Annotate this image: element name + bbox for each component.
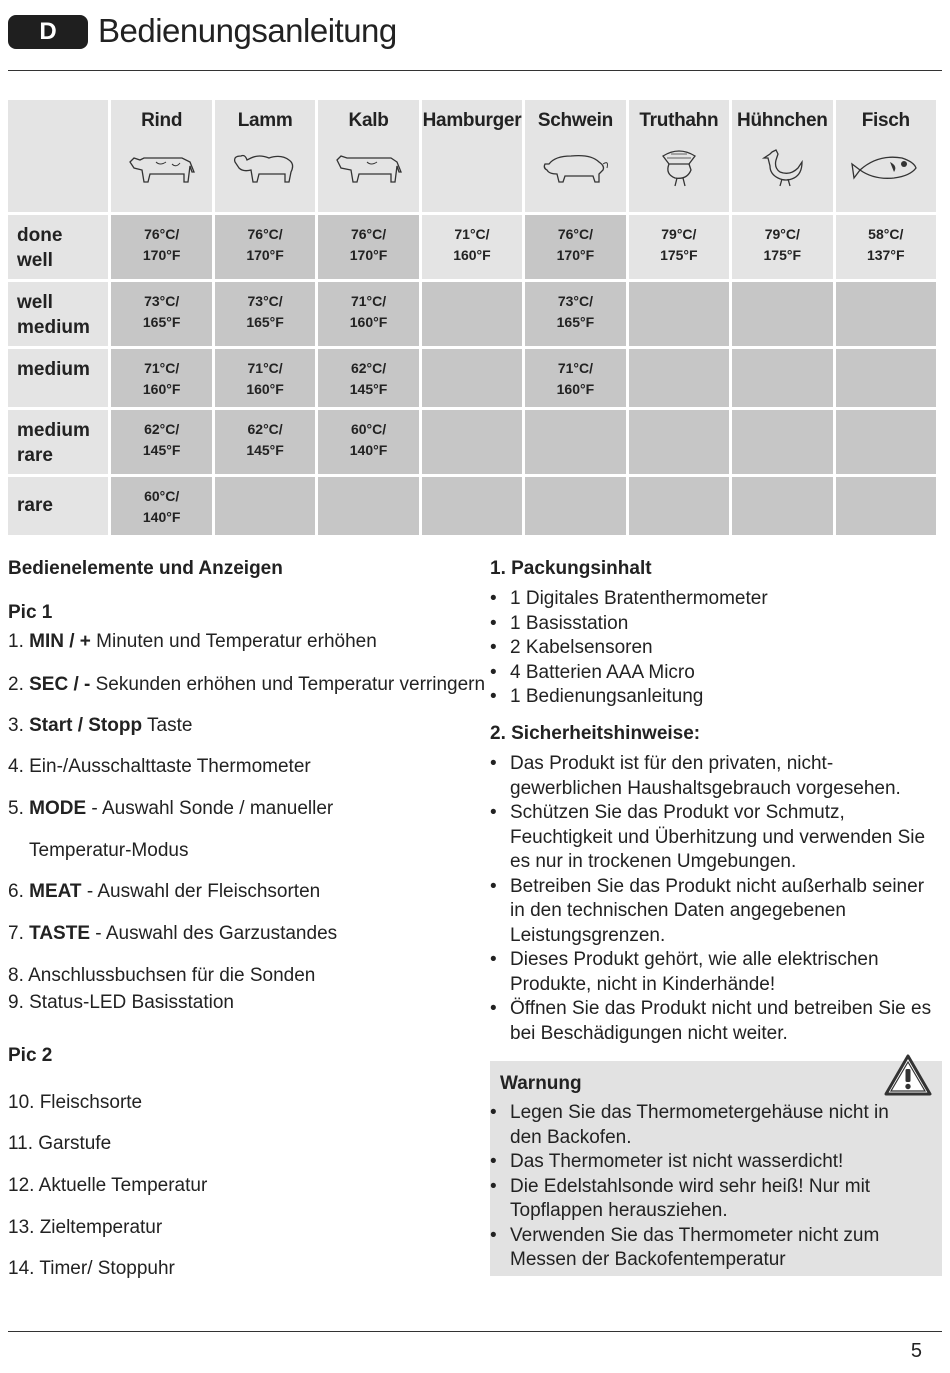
list-item: 2. SEC / - Sekunden erhöhen und Temperatur verringern bbox=[8, 674, 486, 695]
list-item: • Legen Sie das Thermometergehäuse nicht in den Backofen. bbox=[490, 1101, 920, 1150]
row-label: well medium bbox=[8, 282, 108, 346]
package-heading: 1. Packungsinhalt bbox=[490, 558, 652, 579]
list-item: • Betreiben Sie das Produkt nicht außerhalb seiner in den technischen Daten angegebenen Leistungsgrenzen. bbox=[490, 875, 940, 949]
row-label: medium rare bbox=[8, 410, 108, 474]
table-row bbox=[8, 349, 936, 407]
list-item: • Dieses Produkt gehört, wie alle elektrischen Produkte, nicht in Kinderhände! bbox=[490, 948, 940, 997]
row-label: medium bbox=[8, 349, 108, 407]
column-header: Lamm bbox=[215, 100, 315, 212]
table-cell bbox=[732, 349, 832, 407]
list-item: 3. Start / Stopp Taste bbox=[8, 715, 193, 736]
table-cell: 79°C/ 175°F bbox=[732, 215, 832, 279]
table-cell: 71°C/ 160°F bbox=[525, 349, 625, 407]
package-list bbox=[490, 587, 768, 710]
table-cell: 73°C/ 165°F bbox=[111, 282, 211, 346]
table-cell bbox=[629, 282, 729, 346]
footer-divider bbox=[8, 1331, 942, 1332]
table-cell: 60°C/ 140°F bbox=[111, 477, 211, 535]
table-cell: 76°C/ 170°F bbox=[215, 215, 315, 279]
list-item: • 2 Kabelsensoren bbox=[490, 636, 768, 661]
table-cell bbox=[215, 477, 315, 535]
table-row bbox=[8, 282, 936, 346]
safety-list bbox=[490, 752, 940, 1046]
table-corner bbox=[8, 100, 108, 212]
list-item: 10. Fleischsorte bbox=[8, 1092, 143, 1113]
column-header: Fisch bbox=[836, 100, 937, 212]
table-cell bbox=[525, 477, 625, 535]
table-cell bbox=[629, 349, 729, 407]
table-cell bbox=[732, 282, 832, 346]
table-cell: 62°C/ 145°F bbox=[318, 349, 418, 407]
table-cell: 71°C/ 160°F bbox=[215, 349, 315, 407]
table-cell: 71°C/ 160°F bbox=[111, 349, 211, 407]
row-label: rare bbox=[8, 477, 108, 535]
list-item: Temperatur-Modus bbox=[29, 840, 189, 861]
pic2-heading: Pic 2 bbox=[8, 1045, 53, 1066]
table-cell bbox=[836, 477, 937, 535]
row-label: done well bbox=[8, 215, 108, 279]
pig-icon bbox=[539, 148, 611, 188]
table-cell bbox=[525, 410, 625, 474]
column-header: Hühnchen bbox=[732, 100, 832, 212]
column-header: Kalb bbox=[318, 100, 418, 212]
table-cell: 73°C/ 165°F bbox=[525, 282, 625, 346]
table-header-row bbox=[8, 100, 936, 212]
list-item: • Schützen Sie das Produkt vor Schmutz, Feuchtigkeit und Überhitzung und verwenden Sie es nur in trockenen Umgebungen. bbox=[490, 801, 940, 875]
list-item: 9. Status-LED Basisstation bbox=[8, 992, 234, 1013]
table-cell bbox=[836, 410, 937, 474]
table-cell bbox=[318, 477, 418, 535]
turkey-icon bbox=[643, 148, 715, 188]
list-item: 7. TASTE - Auswahl des Garzustandes bbox=[8, 923, 338, 944]
list-item: 8. Anschlussbuchsen für die Sonden bbox=[8, 965, 316, 986]
page-header bbox=[8, 10, 942, 71]
table-cell bbox=[732, 410, 832, 474]
table-row bbox=[8, 410, 936, 474]
column-header: Hamburger bbox=[422, 100, 522, 212]
table-cell bbox=[422, 349, 522, 407]
table-cell: 71°C/ 160°F bbox=[422, 215, 522, 279]
table-cell bbox=[629, 410, 729, 474]
calf-icon bbox=[333, 148, 405, 188]
list-item: 5. MODE - Auswahl Sonde / manueller bbox=[8, 798, 334, 819]
table-row bbox=[8, 477, 936, 535]
table-cell: 71°C/ 160°F bbox=[318, 282, 418, 346]
table-cell: 62°C/ 145°F bbox=[111, 410, 211, 474]
list-item: 12. Aktuelle Temperatur bbox=[8, 1175, 208, 1196]
section-heading: Bedienelemente und Anzeigen bbox=[8, 558, 283, 579]
table-cell: 79°C/ 175°F bbox=[629, 215, 729, 279]
list-item: 4. Ein-/Ausschalttaste Thermometer bbox=[8, 756, 311, 777]
table-cell: 76°C/ 170°F bbox=[318, 215, 418, 279]
table-cell: 76°C/ 170°F bbox=[525, 215, 625, 279]
list-item: • Die Edelstahlsonde wird sehr heiß! Nur mit Topflappen herausziehen. bbox=[490, 1175, 920, 1224]
list-item: • 4 Batterien AAA Micro bbox=[490, 661, 768, 686]
warning-box bbox=[490, 1061, 942, 1276]
list-item: • Das Thermometer ist nicht wasserdicht! bbox=[490, 1150, 920, 1175]
chicken-icon bbox=[746, 148, 818, 188]
column-header: Rind bbox=[111, 100, 211, 212]
table-cell bbox=[422, 410, 522, 474]
list-item: • 1 Digitales Bratenthermometer bbox=[490, 587, 768, 612]
column-header: Truthahn bbox=[629, 100, 729, 212]
table-cell bbox=[629, 477, 729, 535]
page-number: 5 bbox=[910, 1340, 922, 1362]
language-badge: D bbox=[8, 15, 88, 49]
table-cell: 73°C/ 165°F bbox=[215, 282, 315, 346]
table-cell bbox=[422, 477, 522, 535]
pic1-heading: Pic 1 bbox=[8, 602, 53, 623]
list-item: • 1 Basisstation bbox=[490, 612, 768, 637]
cow-icon bbox=[126, 148, 198, 188]
table-cell bbox=[732, 477, 832, 535]
warning-list bbox=[490, 1101, 920, 1273]
warning-triangle-icon bbox=[884, 1053, 932, 1097]
list-item: • Öffnen Sie das Produkt nicht und betreiben Sie es bei Beschädigungen nicht weiter. bbox=[490, 997, 940, 1046]
table-cell bbox=[422, 282, 522, 346]
fish-icon bbox=[850, 148, 922, 188]
list-item: 13. Zieltemperatur bbox=[8, 1217, 163, 1238]
sheep-icon bbox=[229, 148, 301, 188]
list-item: 1. MIN / + Minuten und Temperatur erhöhen bbox=[8, 631, 377, 652]
table-cell: 60°C/ 140°F bbox=[318, 410, 418, 474]
list-item: 14. Timer/ Stoppuhr bbox=[8, 1258, 175, 1279]
table-cell: 76°C/ 170°F bbox=[111, 215, 211, 279]
table-row bbox=[8, 215, 936, 279]
table-cell bbox=[836, 282, 937, 346]
safety-heading: 2. Sicherheitshinweise: bbox=[490, 723, 701, 744]
doneness-temperature-table bbox=[5, 97, 939, 538]
table-cell bbox=[836, 349, 937, 407]
list-item: • Das Produkt ist für den privaten, nicht-gewerblichen Haushaltsgebrauch vorgesehen. bbox=[490, 752, 940, 801]
list-item: • Verwenden Sie das Thermometer nicht zum Messen der Backofentemperatur bbox=[490, 1224, 920, 1273]
column-header: Schwein bbox=[525, 100, 625, 212]
list-item: 6. MEAT - Auswahl der Fleischsorten bbox=[8, 881, 321, 902]
page-title: Bedienungsanleitung bbox=[98, 12, 397, 49]
list-item: • 1 Bedienungsanleitung bbox=[490, 685, 768, 710]
table-cell: 62°C/ 145°F bbox=[215, 410, 315, 474]
warning-title: Warnung bbox=[500, 1073, 582, 1094]
table-cell: 58°C/ 137°F bbox=[836, 215, 937, 279]
list-item: 11. Garstufe bbox=[8, 1133, 112, 1154]
